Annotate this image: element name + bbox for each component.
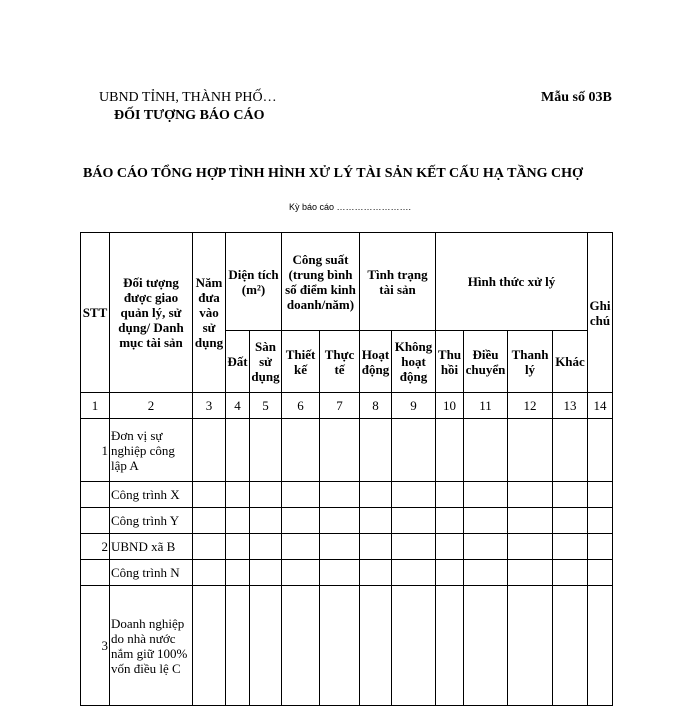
header-recover: Thu hồi (436, 331, 464, 393)
column-number: 7 (320, 393, 360, 419)
row-name: Công trình N (110, 560, 193, 586)
row-stt (81, 508, 110, 534)
column-number: 12 (508, 393, 553, 419)
report-title: BÁO CÁO TỔNG HỢP TÌNH HÌNH XỬ LÝ TÀI SẢN KẾT CẤU HẠ TẦNG CHỢ (83, 166, 583, 181)
row-name: UBND xã B (110, 534, 193, 560)
form-number: Mẫu số 03B (541, 90, 612, 105)
table-row (81, 534, 613, 560)
header-year: Năm đưa vào sử dụng (193, 233, 226, 393)
header-transfer: Điều chuyển (464, 331, 508, 393)
table-row (81, 586, 613, 706)
column-number: 14 (588, 393, 613, 419)
column-number: 11 (464, 393, 508, 419)
header-area: Diện tích (m²) (226, 233, 282, 331)
header-capacity: Công suất (trung bình số điểm kinh doanh/năm) (282, 233, 360, 331)
row-name: Công trình Y (110, 508, 193, 534)
header-actual: Thực tế (320, 331, 360, 393)
header-note: Ghi chú (588, 233, 613, 393)
column-number: 4 (226, 393, 250, 419)
table-row (81, 508, 613, 534)
header-design: Thiết kế (282, 331, 320, 393)
column-number: 6 (282, 393, 320, 419)
row-name: Công trình X (110, 482, 193, 508)
header-liquidate: Thanh lý (508, 331, 553, 393)
row-stt: 1 (81, 419, 110, 482)
column-number: 9 (392, 393, 436, 419)
row-stt: 3 (81, 586, 110, 706)
table-row (81, 560, 613, 586)
header-status: Tình trạng tài sản (360, 233, 436, 331)
report-period: Kỳ báo cáo ……………………. (288, 202, 412, 212)
header-active: Hoạt động (360, 331, 392, 393)
table-row (81, 482, 613, 508)
header-stt: STT (81, 233, 110, 393)
column-number: 8 (360, 393, 392, 419)
org-name: UBND TỈNH, THÀNH PHỐ… (99, 90, 277, 105)
reporting-entity: ĐỐI TƯỢNG BÁO CÁO (114, 108, 265, 123)
header-handling: Hình thức xử lý (436, 233, 588, 331)
header-inactive: Không hoạt động (392, 331, 436, 393)
column-number-row (81, 393, 613, 419)
row-stt (81, 482, 110, 508)
column-number: 13 (553, 393, 588, 419)
header-other: Khác (553, 331, 588, 393)
column-number: 3 (193, 393, 226, 419)
header-floor-area: Sàn sử dụng (250, 331, 282, 393)
column-number: 10 (436, 393, 464, 419)
table-row (81, 419, 613, 482)
row-stt (81, 560, 110, 586)
column-number: 2 (110, 393, 193, 419)
header-entity: Đối tượng được giao quản lý, sử dụng/ Danh mục tài sản (110, 233, 193, 393)
header-land: Đất (226, 331, 250, 393)
row-name: Doanh nghiệp do nhà nước nắm giữ 100% vốn điều lệ C (110, 586, 193, 706)
column-number: 1 (81, 393, 110, 419)
row-name: Đơn vị sự nghiệp công lập A (110, 419, 193, 482)
row-stt: 2 (81, 534, 110, 560)
column-number: 5 (250, 393, 282, 419)
report-table (80, 232, 613, 706)
